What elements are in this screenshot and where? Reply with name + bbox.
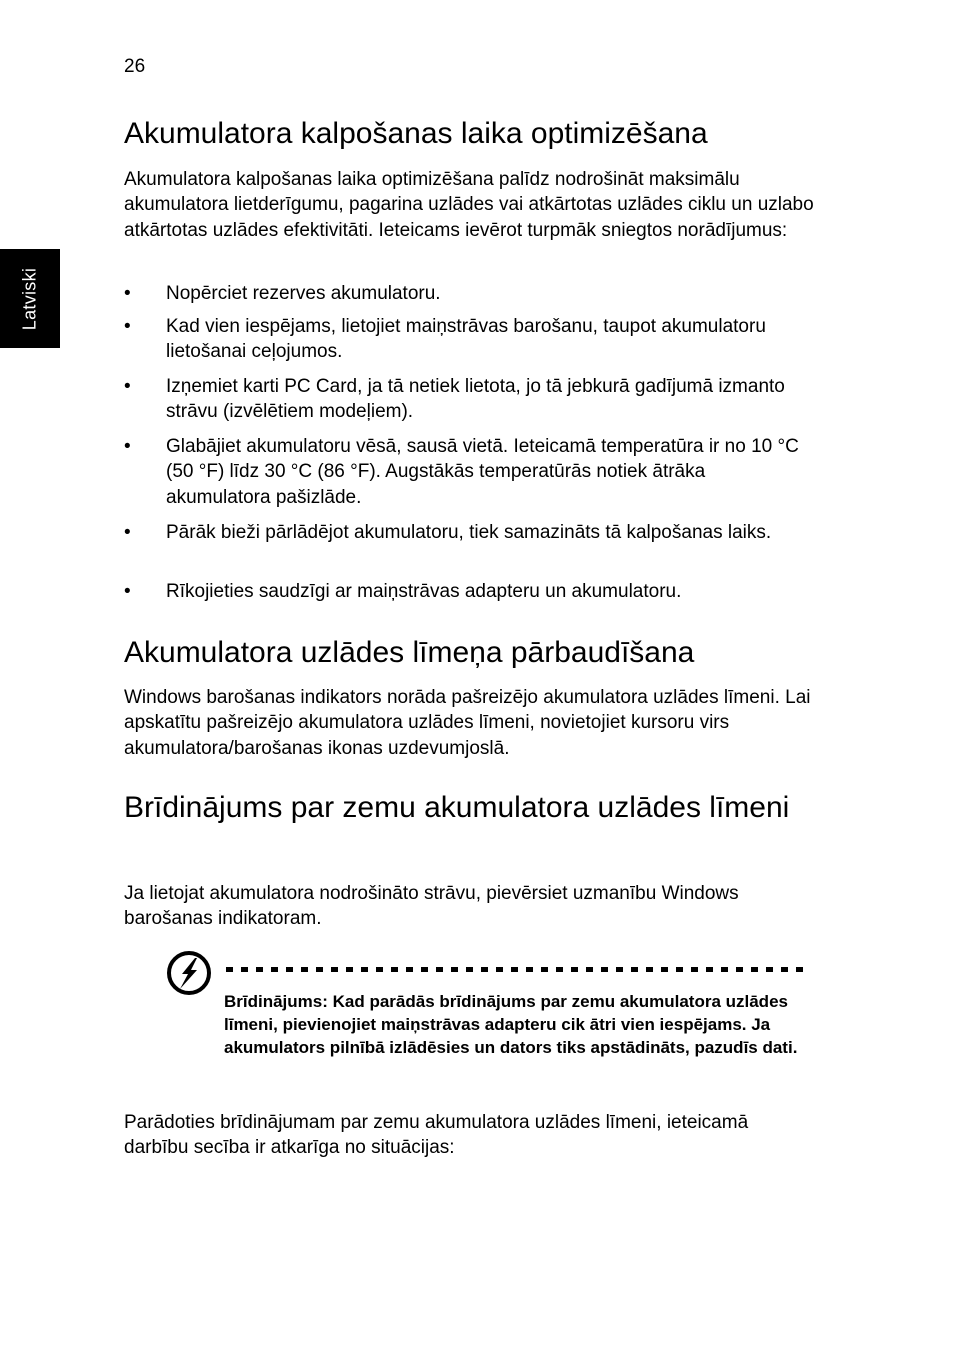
list-item	[124, 374, 814, 425]
list-item	[124, 520, 814, 545]
list-item	[124, 314, 814, 365]
language-tab-label: Latviski	[19, 267, 40, 331]
warning-divider	[226, 967, 810, 972]
list-item	[124, 434, 814, 510]
section-body: Ja lietojat akumulatora nodrošināto strāvu, pievērsiet uzmanību Windows barošanas indikatoram.	[124, 883, 739, 930]
section-title-low-battery: Brīdinājums par zemu akumulatora uzlādes līmeni	[124, 791, 790, 824]
list-item-text: Nopērciet rezerves akumulatoru.	[166, 283, 441, 304]
warning-text: Brīdinājums: Kad parādās brīdinājums par zemu akumulatora uzlādes līmeni, pievienojiet maiņstrāvas adapteru cik ātri vien iespējams. Ja akumulators pilnībā izlādēsies un dators tiks apstādināts, pazudīs dati.	[224, 992, 798, 1058]
section-intro: Akumulatora kalpošanas laika optimizēšana palīdz nodrošināt maksimālu akumulatora lietderīgumu, pagarina uzlādes vai atkārtotas uzlādes ciklu un uzlabo atkārtotas uzlādes efektivitāti. Ieteicams ievērot turpmāk sniegtos norādījumus:	[124, 169, 814, 241]
list-item-text: Rīkojieties saudzīgi ar maiņstrāvas adapteru un akumulatoru.	[166, 581, 682, 602]
list-item-text: Kad vien iespējams, lietojiet maiņstrāvas barošanu, taupot akumulatoru lietošanai ceļojumos.	[166, 316, 766, 363]
list-item-text: Izņemiet karti PC Card, ja tā netiek lietota, jo tā jebkurā gadījumā izmanto strāvu (izvēlētiem modeļiem).	[166, 376, 785, 423]
section-title-battery-life: Akumulatora kalpošanas laika optimizēšana	[124, 117, 708, 150]
bullet-mark: •	[124, 316, 131, 337]
language-tab	[0, 249, 60, 348]
bullet-mark: •	[124, 522, 131, 543]
list-item-text: Pārāk bieži pārlādējot akumulatoru, tiek samazināts tā kalpošanas laiks.	[166, 522, 772, 543]
warning-bolt-icon	[166, 950, 212, 996]
section-body: Windows barošanas indikators norāda pašreizējo akumulatora uzlādes līmeni. Lai apskatītu pašreizējo akumulatora uzlādes līmeni, novietojiet kursoru virs akumulatora/barošanas ikonas uzdevumjoslā.	[124, 687, 811, 759]
bullet-mark: •	[124, 581, 131, 602]
list-item-text: Glabājiet akumulatoru vēsā, sausā vietā. Ieteicamā temperatūra ir no 10 °C (50 °F) līdz 30 °C (86 °F). Augstākās temperatūrās notiek ātrāka akumulatora pašizlāde.	[166, 436, 799, 508]
bullet-mark: •	[124, 376, 131, 397]
section-title-charge-level: Akumulatora uzlādes līmeņa pārbaudīšana	[124, 636, 695, 669]
bullet-mark: •	[124, 283, 131, 304]
bullet-mark: •	[124, 436, 131, 457]
list-item	[124, 579, 814, 604]
list-item	[124, 281, 814, 306]
section-closing: Parādoties brīdinājumam par zemu akumulatora uzlādes līmeni, ieteicamā darbību secība ir atkarīga no situācijas:	[124, 1112, 749, 1159]
page-number: 26	[124, 56, 146, 77]
